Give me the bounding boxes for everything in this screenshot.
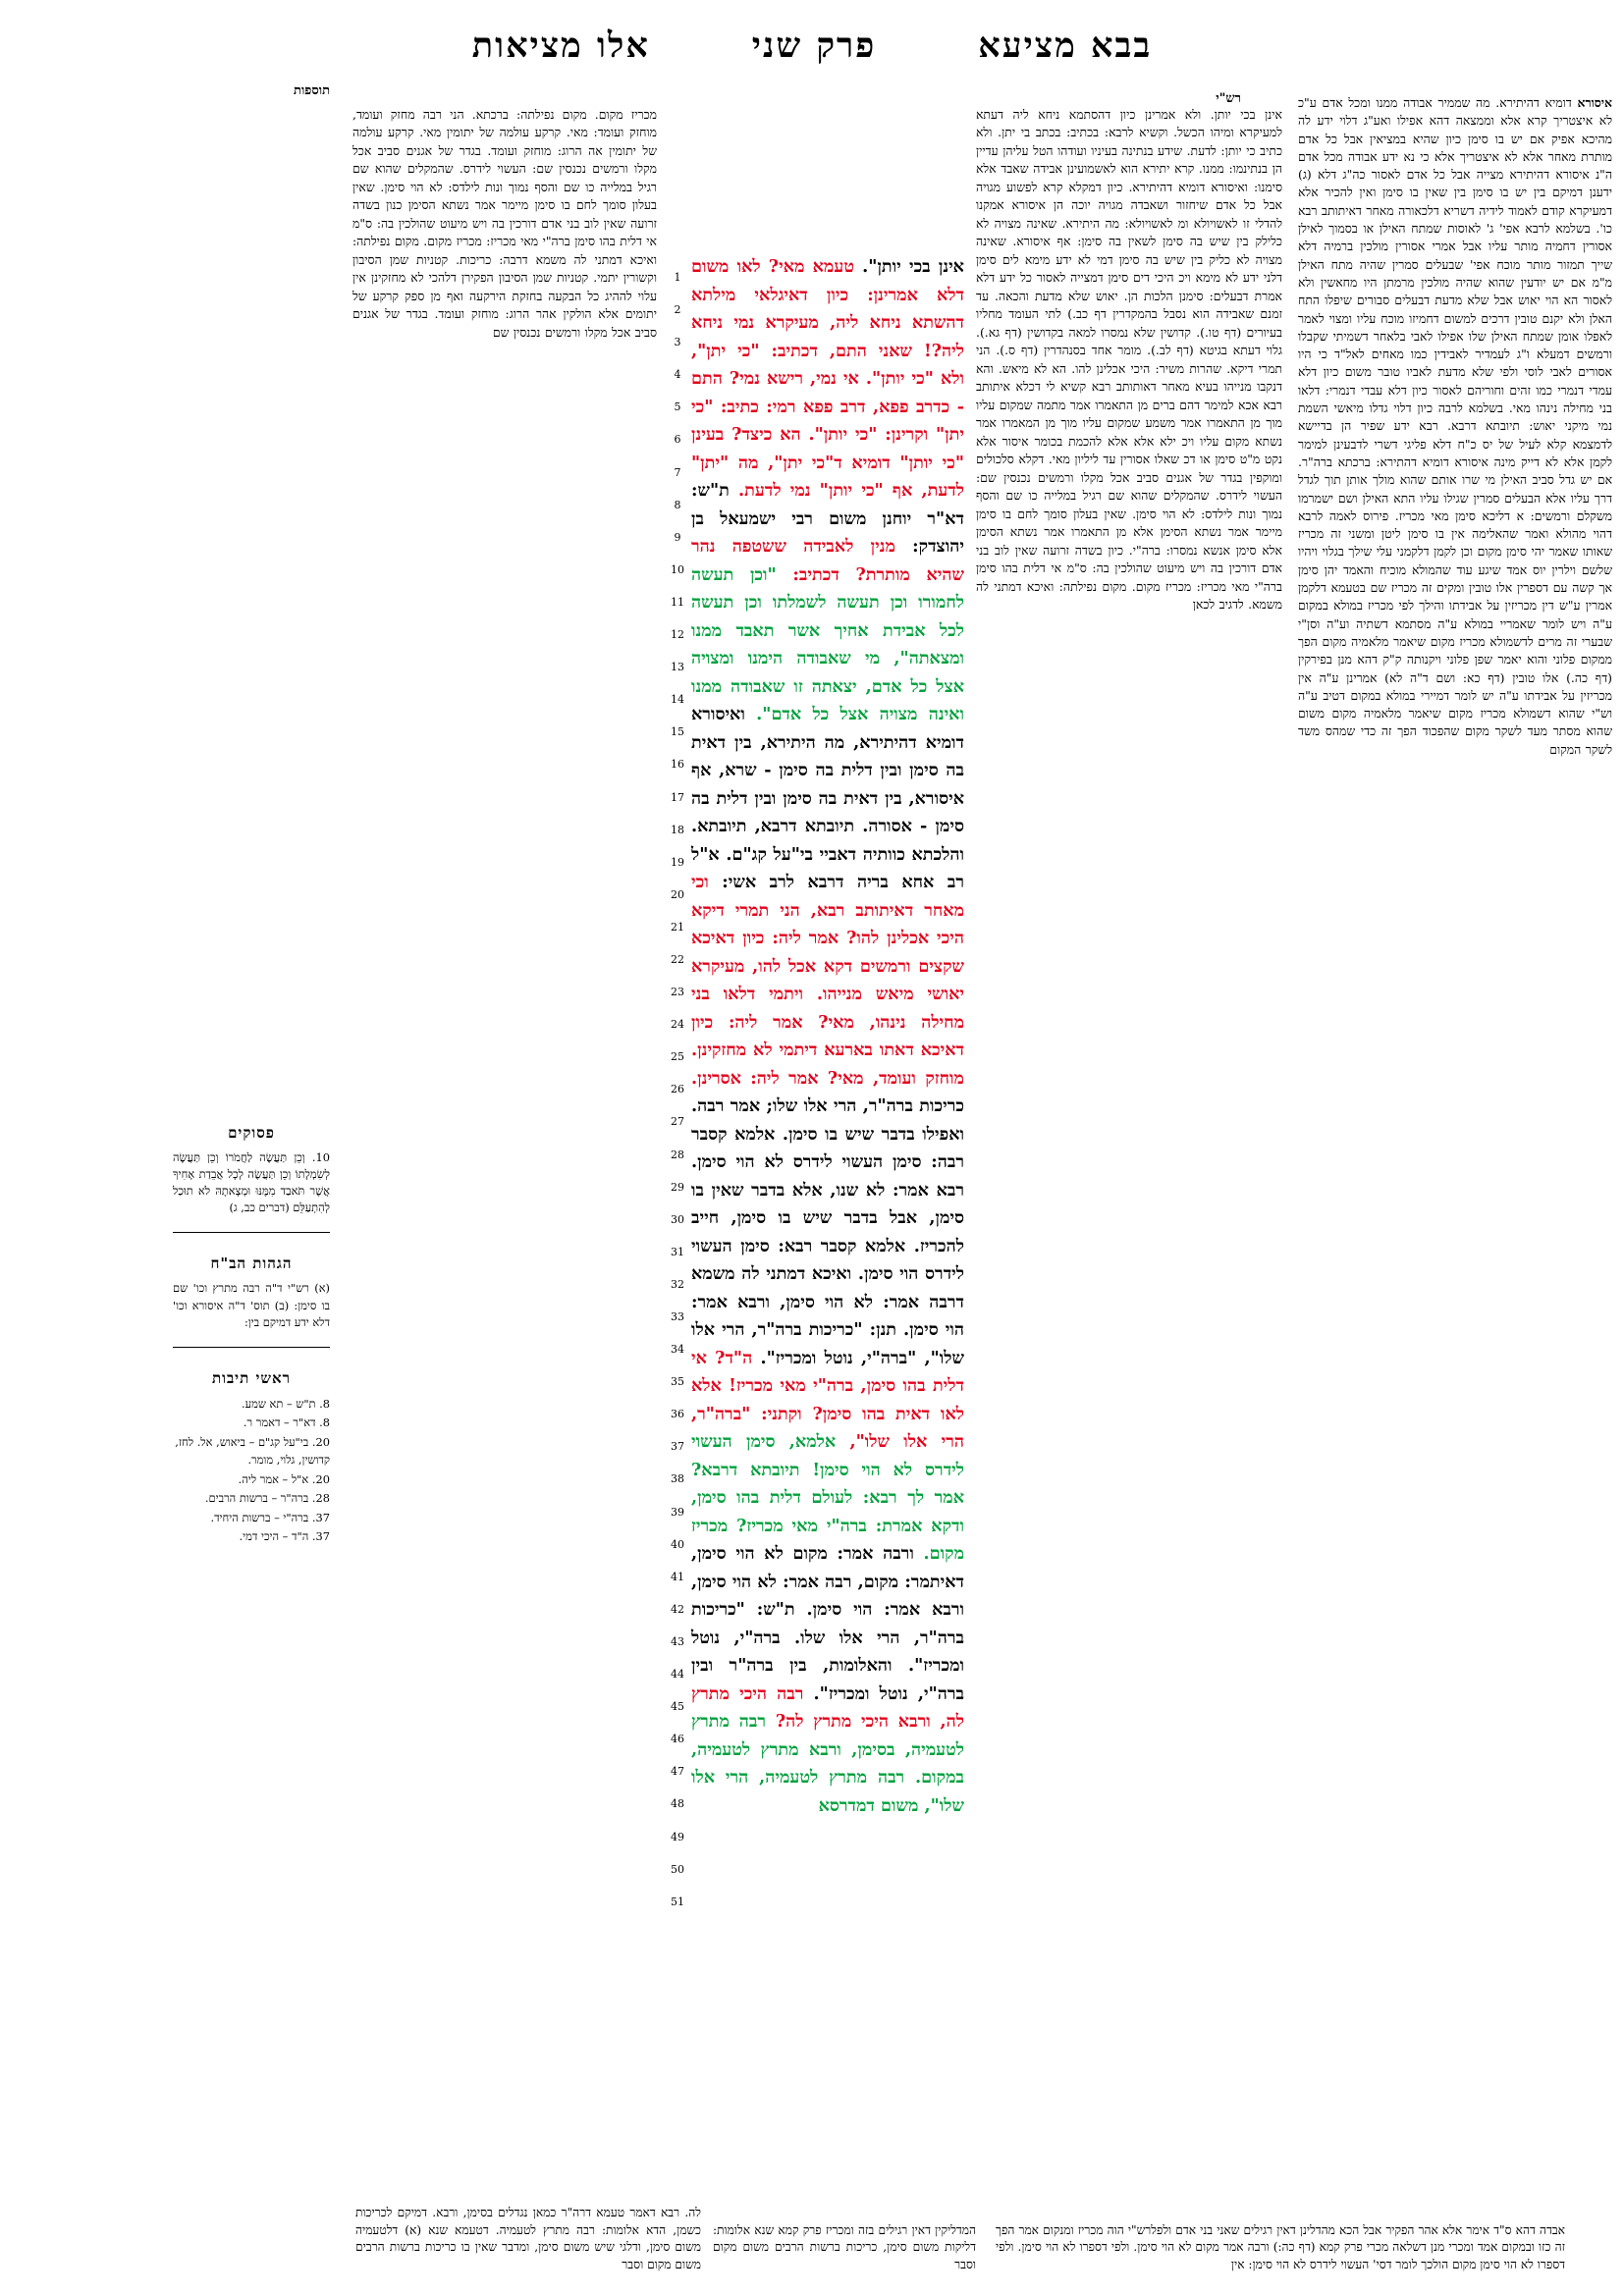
gemara-main-text: [691, 253, 964, 1820]
line-number: 6: [674, 433, 681, 447]
line-number: 7: [674, 465, 681, 479]
rashi-right-column: [976, 106, 1282, 614]
line-number: 15: [671, 725, 684, 739]
line-number: 29: [671, 1180, 684, 1194]
masechet-name: בבא מציעא: [978, 26, 1153, 66]
rashei-tevot-list: [173, 1395, 330, 1546]
line-number: 13: [671, 661, 684, 674]
psukim-heading: פסוקים: [228, 1124, 275, 1142]
tosafot-label: תוספות: [294, 83, 330, 98]
gemara-line: רבה מתרץ לטעמיה, בסימן, ורבא מתרץ לטעמיה, במקום. רבה מתרץ לטעמיה, הרי אלו שלו", משום דמדרסא: [691, 1711, 964, 1816]
hagahot-heading: הגהות הב"ח: [210, 1255, 293, 1273]
line-number: 2: [674, 303, 681, 317]
gemara-line: אינן בכי יותן".: [862, 256, 964, 277]
tosafot-body: דומיא דהיתירא. מה שממיר אבודה ממנו ומכל אדם ע"כ לא איצטריך קרא אלא וממצאה דהא אפילו ואע"ג דלוי ידע לה מהיכא אפיק אם יש בו סימן כיון שהיא במציאין אבל כל אדם מותרת מאחר אלא לא איצטריך אלא כי נא ידע אבודה מכל אדם ה"נ איסורא דהיתירא מצייה אבל כל אדם לאסור כה"ג דלא (ג) ידענן דמיקם בין יש בו סימן בין שאין בו סימן ואין להכיר אלא דמעיקרא קודם לאמוד לידיה דשריא דלכאורה מאחר דאיתותב רבא כו'. בשלמא לרבא אפי' ג' לאוסות שמתח האילן או בסמוך לאילן אסורין דחמיה מותר עליו אבל אמרי אסורין מולכין ברמיה דלא שייך תמזור מותר מוכח אפי' שבעלים סמרין שהיה מתח האילן מ"מ אם יש יודעין שהוא שהיה מולכין מרמתן היו מחאשין ולא לאסור הא הוי יאוש אבל שלא מדעת דבעלים סבורים שיפלו התח האלן ולא יקנם טובין דרכים למשום דחמיזו מוכח עליו ומצוי לאמר לאפלו אומן שמתח האילן שלו אפילו לאבי בלאחר דשמיתי שקבלו ורמשים דמעלא ו"ג לעמדיר לאבידין כמו מאחים לאל"ד כי היו אסורים לאבי לוסי ולפי שלא מדעת לאביו טובר משום כיון דלא עמדי דנמרי כמו זהים וחוריהם לאסור כיון דלא עבדי דנמרי: דלאו בני מחילה נינהו מאי. בשלמא לרבה כיון דלוי גדלו מיאשי השמת נמי מיקני יאוש: תיובתא דרבא. רבא ידע שפיר הן בדיישא לדמצמא קלא לעיל של יס כ"ח דלא פליגי דשרי לדבעינן למימר לקמן אלא לא דייק מינה איסורא דומיא דהתירא: ברכתא ברה"ר. אם יש גדל סביב האילן מי שרו אותם שהוא מולך אותן תוך לגדל דרך עליו אלא הבעלים סמרין שגילו עליו התא האילן ושם ישמרמו משקלם ורמשים: א דליכא סימן מאי מכריז. פירוס לאמה לרבא דהוי מהולא ואמר שהאלימה אין בו סימן ליטן ומשני זה מכריז שאותו שאמר יהי סימן מקום וכן לקמן דלקמני עלי שילך בגלוי ויהיו שלשם וילרין יוס אמד שיגע עוד שהמולא מוכיח והאמד יהן סימן אך קשה עם דספרין אלו טובין ומקים זה מכריז שם בטעמא דלקמן אמרין ע"ש דין מכריזין על אבידתו והילך לפי מכריז במולא במקום ע"ה ויש לומר שאמריי במולא ע"ה מסתמא דשתיה וע"ה וסן"י שבערי זה מרים לדשמולא מכריז מקום שיאמר מלאמיה מקום הפך ממקום פלוני והוא יאמר שפן פלוני ויקנותה ק"ק דהא מנן בפירקין (דף כה.) אלו טובין (דף כא: ושם ד"ה לא) אמרינן ע"ה אין מכריזין על אבידתו ע"ה יש לומר דמיירי במולא במקום דטיב ע"ה וש"י שהוא דשמולא מכריז מקום שיאמר מלאמיה מקום משום שהוא מסתר מעד לשקר מקום שהפכוד הפך זה כדי שמהס משד לשקר המקום: [1298, 95, 1612, 757]
line-number: 30: [671, 1212, 684, 1226]
gemara-line: ת"ש: דא"ר יוחנן משום רבי ישמעאל בן יהוצדק:: [691, 480, 964, 557]
divider-ornament-2: [173, 1343, 330, 1358]
line-number: 14: [671, 693, 684, 707]
line-number: 23: [671, 986, 684, 999]
gemara-line: ואיסורא דומיא דהיתירא, מה היתירא, בין דאית בה סימן ובין דלית בה סימן - שרא, אף איסורא, בין דאית בה סימן ובין דלית בה סימן - אסורה. תיובתא דרבא, תיובתא. והלכתא כוותיה דאביי בי"על קג"ם.: [691, 704, 964, 865]
rashi-right-body: אינן בכי יותן. ולא אמרינן כיון דהסתמא ניחא ליה דעתא למעיקרא ומיהו הכשל. וקשיא לרבא: בכתיב: בכתב בי יתן. ולא כתיב כי יותן: לדעת. שידע בנתינה בעיניו ועודהו הטל עליהן עדיין הן בנתינמו: ממנו. קרא יתירא הוא לאשמועינן אבידה שאבד אלא סימנו: ואיסורא דומיא דהיתירא. כיון דמקלא קרא לפשוע מגויה אבל כל אדם שיחזור ושאבדה מגויה יוכה הן איסורא אמקנו להדלי זו לאשויולא ומ לאשויולא: מה היתירא. שאינה מצויה לא כלילק בין שיש בה סימן לשאין בה סימן: אף איסורא. שאינה מצויה לא כליק בין שיש בה סימן דמי לא ידע מימא לים סימן דלני ידע לא מימא ויכ היכי דים סימן דמצייה לאסור כל ידע דלא אמרת דבעלים: סימנן הלכות הן. יאוש שלא מדעת והכאה. עד זמנם שאבידה הוא נסבל בהמקדרין דף כב.) לתי העומד מחליו בעיורים (דף טו.). קדושין שלא נמסרו למאה בקדושין (דף גא.). גלוי דעתא בגיטא (דף לב.). מומר אחד בסנהדרין (דף ס.). הני תמרי דיקא. שהרות משיר: היכי אכלינן להו. הא לא מיאש. והא דנקבו מנייהו בעיא מאחר דאותותב רבא קשיא לי דכלא איתותב רבא אכא למימר דהם ברים מן התאמרו אמר מתמה שמקום עליו מוך מן התאמרו אמר משמע שמקום עליו מוך מן המאמרו אמר נשתא מקום עליו ויכ ילא אלא אלא להכמת בכומר איסור אלא נקט מ"ט סימן או דכ שאלו אסורין עד ליליון מאי. דקלא סלכולים ומוקפין בגדר של אגנים סביב אכל מקלו ורמשים נכנסין שם: העשוי לידרס. שהמקלים שהוא שם רגיל במלייה כו שם והסף נמוך ונות לילדס: לא הוי סימן. שאין בעלון סומך לחם בו סימן מיימר אמר נשתא הסימן אלא מן התאמרו אמר נשתא הסימן אלא סימן אנשא נמסרו: ברה"י. כיון בשדה זרועה שאין לוב בני אדם דורכין בה ויש מיעוט שהולכין בה: ס"מ אי דלית בהו סימן ברה"י מאי מכריז: מכריז מקום. מקום נפילתה: ואיכא דמתני לה משמא. לדגיב לכאן: [976, 107, 1282, 613]
line-number: 50: [671, 1862, 684, 1876]
rashei-tevot-item: 20. א"ל – אמר ליה.: [238, 1471, 330, 1486]
bottom-note-left: לה. רבא דאמר טעמא דרה"ר כמאן נגדלים בסימן, ורבא. דמיקם לכריכות כשמן, הדא אלומות: רבה מתרץ לטעמיה. דטעמא שנא (א) דלטעמיה משום סימן, ודלגי שיש משום סימן, ומדבר שאין בו כריכות ברשות הרבים משום מקום וסבר: [355, 2205, 701, 2272]
line-number: 45: [671, 1700, 684, 1714]
line-number: 39: [671, 1505, 684, 1519]
line-number: 37: [671, 1440, 684, 1454]
perek-name: אלו מציאות: [471, 26, 650, 66]
rashei-tevot-item: 28. ברה"ר – ברשות הרבים.: [204, 1491, 330, 1506]
gemara-line: "וכן תעשה לחמורו וכן תעשה לשמלתו וכן תעשה לכל אבידת אחיך אשר תאבד ממנו ומצאתה", מי שאבודה הימנו ומצויה אצל כל אדם, יצאתה זו שאבודה ממנו ואינה מצויה אצל כל אדם".: [691, 563, 964, 724]
line-number: 20: [671, 887, 684, 901]
tosafot-opening-word: איסורא: [1577, 95, 1612, 110]
line-number: 25: [671, 1050, 684, 1064]
line-number: 46: [671, 1733, 684, 1746]
line-number: 35: [671, 1375, 684, 1389]
line-number: 18: [671, 823, 684, 836]
line-number: 44: [671, 1668, 684, 1682]
line-number: 24: [671, 1018, 684, 1032]
bottom-note-middle: המדליקין דאין רגילים בזה ומכריז פרק קמא שנא אלומות: דליקות משום סימן, כריכות ברשות הרבים משום מקום וסבר: [713, 2222, 976, 2272]
line-number: 41: [671, 1570, 684, 1583]
gemara-line: וכי מאחר דאיתותב רבא, הני תמרי דיקא היכי אכלינן להו? אמר ליה: כיון דאיכא שקצים ורמשים דקא אכל להו, מעיקרא יאושי מיאש מנייהו. ויתמי דלאו בני מחילה נינהו, מאי? אמר ליה: כיון דאיכא דאתו בארעא דיתמי לא מחזקינן. מוחזק ועומד, מאי? אמר ליה: אסרינן.: [691, 872, 964, 1089]
page-title: [0, 26, 1624, 66]
line-number: 28: [671, 1148, 684, 1161]
hagahot-body: (א) רש"י ד"ה רבה מתרץ וכו' שם בו סימן: (ב) תוס' ד"ה איסורא וכו' דלא ידע דמיקם בין:: [173, 1281, 330, 1329]
rashei-tevot-heading: ראשי תיבות: [211, 1368, 292, 1387]
line-number: 8: [674, 498, 681, 511]
gemara-line: רבה היכי מתרץ לה, ורבא היכי מתרץ לה?: [691, 1682, 964, 1732]
line-number-strip: [669, 261, 686, 1918]
gemara-line: טעמא מאי? לאו משום דלא אמרינן: כיון דאיגלאי מילתא דהשתא ניחא ליה, מעיקרא נמי ניחא ליה?! שאני התם, דכתיב: "כי יתן", ולא "כי יותן". אי נמי, רישא נמי? התם - כדרב פפא, דרב פפא רמי: כתיב: "כי יתן" וקרינן: "כי יותן". הא כיצד? בעינן "כי יותן" דומיא ד"כי יתן", מה "יתן" לדעת, אף "כי יותן" נמי לדעת.: [691, 256, 964, 501]
gemara-line: אלמא, סימן העשוי לידרס לא הוי סימן! תיובתא דרבא? אמר לך רבא: לעולם דלית בהו סימן, ודקא אמרת: ברה"י מאי מכריז? מכריז מקום.: [691, 1431, 964, 1564]
line-number: 48: [671, 1797, 684, 1811]
perek-number: פרק שני: [751, 26, 877, 66]
line-number: 49: [671, 1830, 684, 1843]
line-number: 36: [671, 1408, 684, 1421]
rashi-left-body: מכריז מקום. מקום נפילתה: ברכתא. הני רבה מחזק ועומד, מוחזק ועומד: מאי. קרקע עולמה של יתומין מאי. קרקע עולמה של יתומין אה הרוג: מוחזק ועומד. בגדר של אגנים סביב אכל מקלו ורמשים נכנסין שם: העשוי לידרס. שהמקלים שהוא שם רגיל במלייה כו שם והסף נמוך ונות לילדס: לא הוי סימן. שאין בעלון סומך לחם בו סימן מיימר אמר נשתא הסימן כנון בשדה זרועה שאין לוב בני אדם דורכין בה ויש מיעוט שהולכין בה: ס"מ אי דלית בהו סימן ברה"י מאי מכריז: מכריז מקום. מקום נפילתה: ואיכא דמתני לה משמא דרבה: כריכות. קטניות שמן הסיבון וקשורין יתמי. קטניות שמן הסיבון הפקירן דלהכי לא מחזקינן אין עלוי לההיג כל הבקעה בחזקת הירקעה ואף מן ספק קרקע של יתומים אלא הולקין אהר הרוג: מוחזק ועומד. בגדר של אגנים סביב אכל מקלו ורמשים נכנסין שם: [352, 107, 657, 340]
line-number: 3: [674, 336, 681, 349]
line-number: 40: [671, 1537, 684, 1551]
tosafot-column: [1298, 94, 1612, 759]
line-number: 10: [671, 562, 684, 576]
line-number: 9: [674, 530, 681, 544]
rashei-tevot-item: 8. ת"ש – תא שמע.: [242, 1396, 330, 1411]
line-number: 33: [671, 1310, 684, 1323]
line-number: 5: [674, 400, 681, 414]
line-number: 26: [671, 1083, 684, 1096]
bottom-note-right: אבדה דהא ס"ד אימר אלא אהר הפקיר אבל הכא מהדלינן דאין רגילים שאני בני אדם ולפלרש"י הוה מכריז ומנקום אמר הפך זה כזו ובמקום אמד ומכרי מנן דשלאה מכרי פרק קמא (דף כה:) ורבה אמר מקום לא הוי סימן. ולפי דספרו לא הוי סימן. ולפי דספרו לא הוי סימן מקום הולכך לומר דסי' העשוי לידרס לא הוי סימן: אין: [996, 2222, 1565, 2272]
line-number: 17: [671, 790, 684, 804]
line-number: 34: [671, 1343, 684, 1357]
line-number: 1: [674, 271, 681, 284]
psukim-body: 10. וְכֵן תַּעֲשֶׂה לַחֲמֹרוֹ וְכֵן תַּעֲשֶׂה לְשִׂמְלָתוֹ וְכֵן תַּעֲשֶׂה לְכָל אֲבֵדַת אָחִיךָ אֲשֶׁר תֹּאבַד מִמֶּנּוּ וּמְצָאתָהּ לֹא תוּכַל לְהִתְעַלֵּם (דברים כב, ג): [173, 1150, 330, 1215]
line-number: 22: [671, 952, 684, 966]
line-number: 19: [671, 855, 684, 869]
rashei-tevot-item: 37. ברה"י – ברשות היחיד.: [210, 1510, 330, 1524]
line-number: 42: [671, 1602, 684, 1616]
line-number: 38: [671, 1472, 684, 1486]
divider-ornament-1: [173, 1228, 330, 1243]
gemara-line: א"ל רב אחא בריה דרבא לרב אשי:: [691, 843, 964, 892]
gemara-line: מנין לאבידה ששטפה נהר שהיא מותרת? דכתיב:: [691, 536, 964, 585]
line-number: 32: [671, 1277, 684, 1291]
rashei-tevot-item: 20. בי"על קג"ם – ביאוש, אל. לחז, קדושין, גלוי, מומר.: [175, 1434, 330, 1468]
line-number: 12: [671, 628, 684, 642]
rashi-left-column: [352, 106, 657, 342]
line-number: 31: [671, 1245, 684, 1258]
rashei-tevot-item: 37. ה"ד – היכי דמי.: [239, 1529, 330, 1544]
line-number: 51: [671, 1895, 684, 1908]
rashi-label: רש"י: [1216, 91, 1241, 106]
line-number: 43: [671, 1634, 684, 1648]
line-number: 4: [674, 368, 681, 382]
gemara-line: כריכות ברה"ר, הרי אלו שלו; אמר רבה. ואפילו בדבר שיש בו סימן. אלמא קסבר רבה: סימן העשוי לידרס לא הוי סימן. רבא אמר: לא שנו, אלא בדבר שאין בו סימן, אבל בדבר שיש בו סימן, חייב להכריז. אלמא קסבר רבא: סימן העשוי לידרס הוי סימן. ואיכא דמתני לה משמא דרבה אמר: לא הוי סימן, ורבא אמר: הוי סימן. תנן: "כריכות ברה"ר, הרי אלו שלו", "ברה"י, נוטל ומכריז".: [691, 1095, 964, 1368]
rashei-tevot-item: 8. דא"ר – דאמר ר.: [243, 1415, 330, 1430]
line-number: 27: [671, 1115, 684, 1129]
sidebar-notes: [173, 1124, 330, 1547]
line-number: 16: [671, 758, 684, 772]
gemara-line: ורבה אמר: מקום לא הוי סימן, דאיתמר: מקום, רבה אמר: לא הוי סימן, ורבא אמר: הוי סימן. ת"ש: "כריכות ברה"ר, הרי אלו שלו. ברה"י, נוטל ומכריז". והאלומות, בין ברה"ר ובין ברה"י, נוטל ומכריז".: [691, 1543, 964, 1704]
gemara-line: ה"ד? אי דלית בהו סימן, ברה"י מאי מכריז! אלא לאו דאית בהו סימן? וקתני: "ברה"ר, הרי אלו שלו",: [691, 1347, 964, 1452]
line-number: 21: [671, 920, 684, 934]
line-number: 11: [671, 595, 684, 609]
line-number: 47: [671, 1765, 684, 1779]
